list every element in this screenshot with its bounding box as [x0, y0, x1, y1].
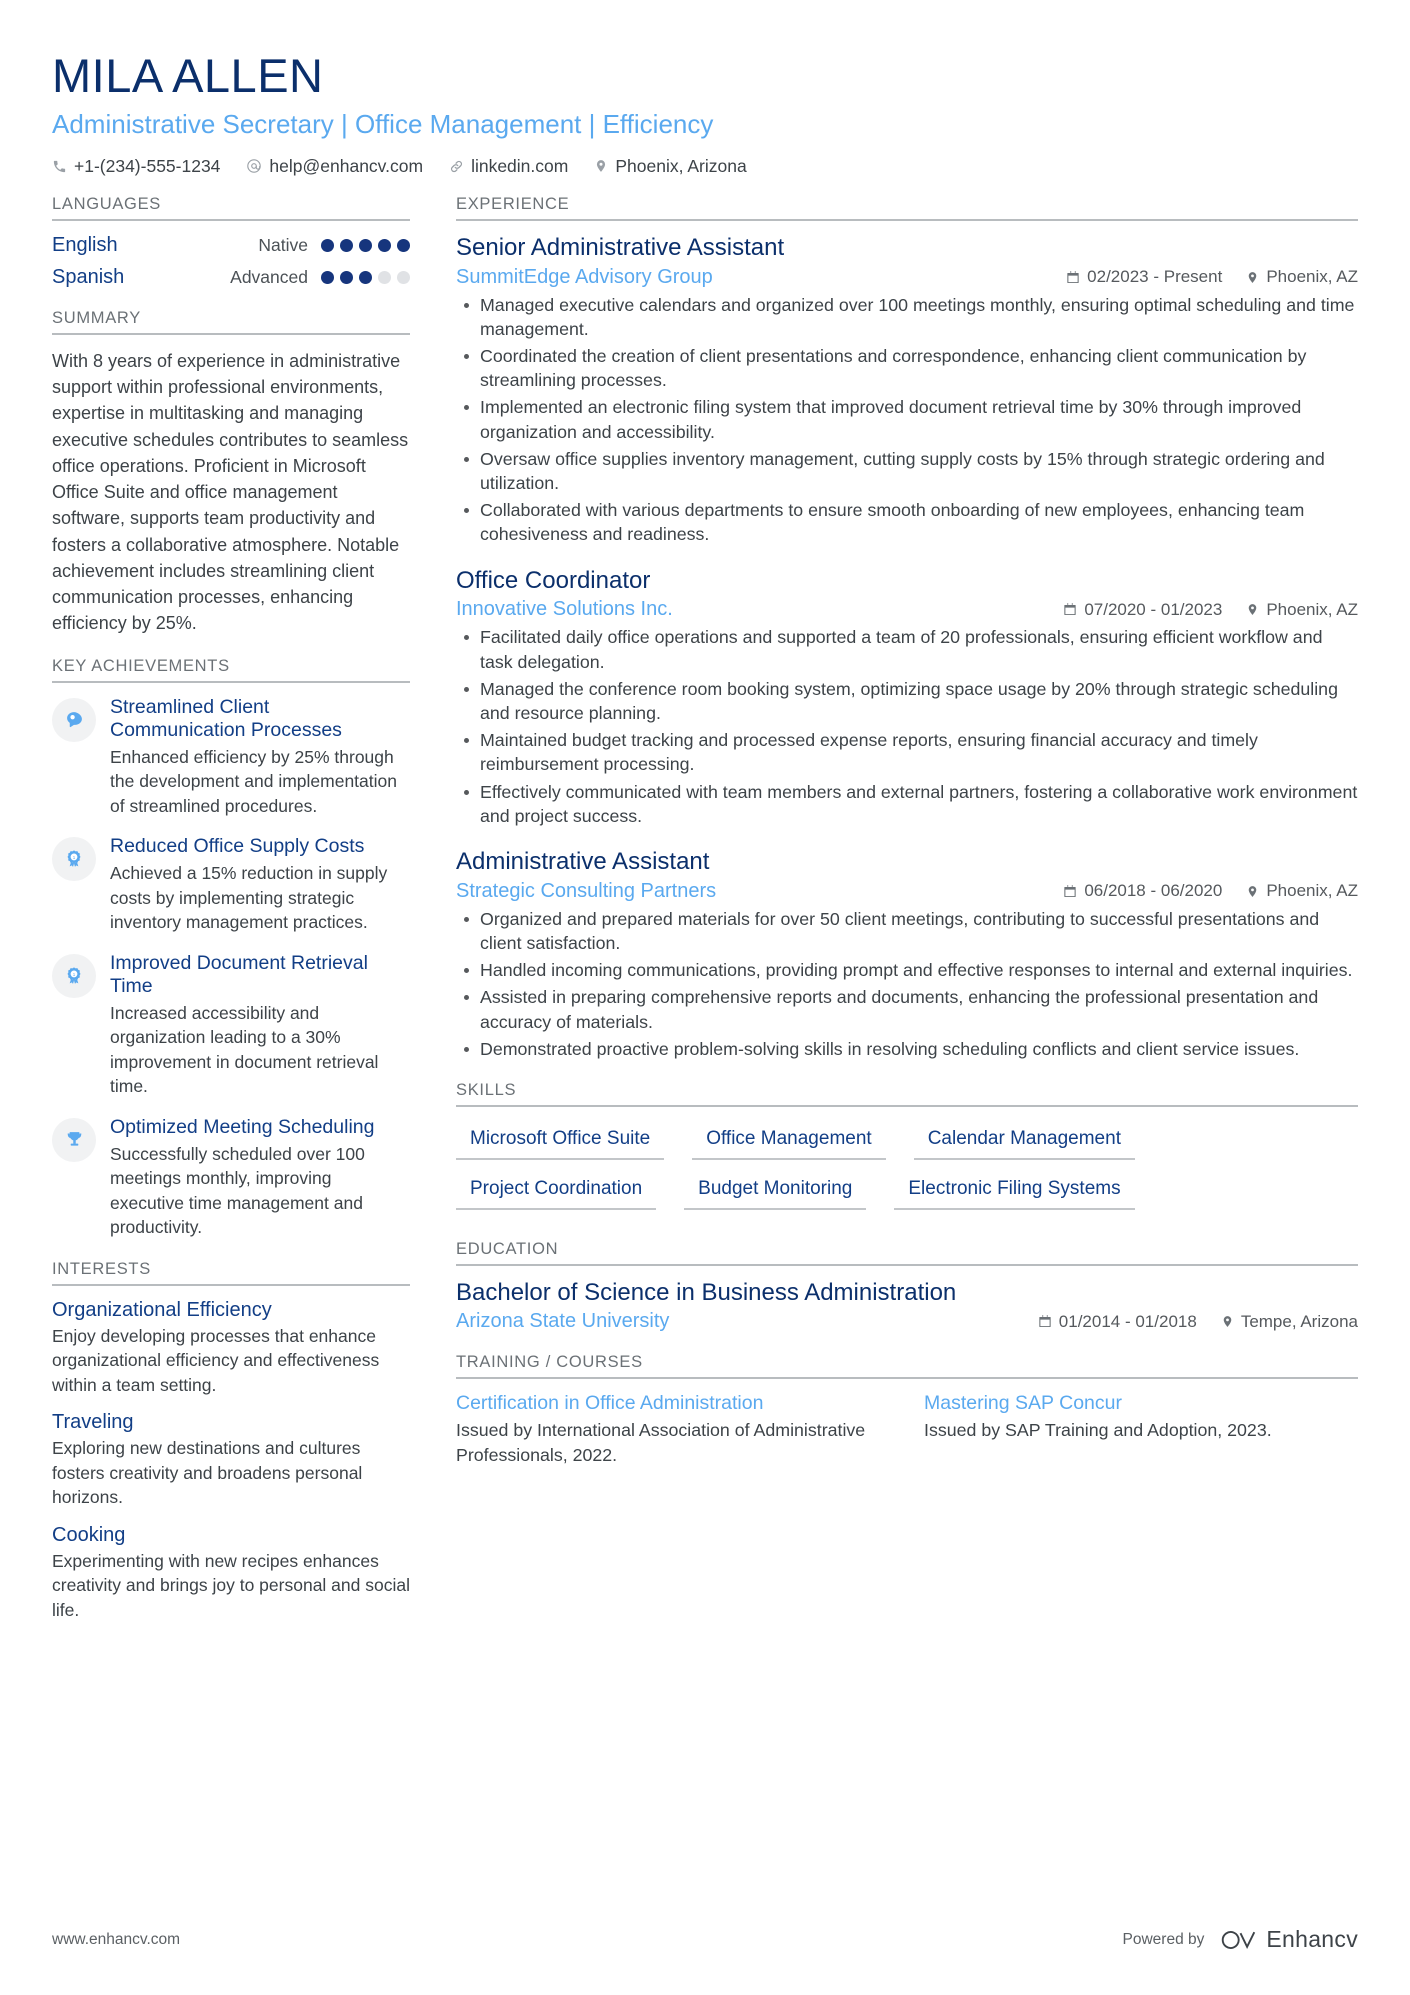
page-footer: [52, 1926, 1358, 1953]
training-item: [456, 1392, 890, 1468]
interest-title: Organizational Efficiency: [52, 1298, 272, 1321]
job-date-text: 07/2020 - 01/2023: [1084, 599, 1223, 619]
achievement-title: Streamlined Client Communication Processes: [110, 695, 342, 741]
contact-email[interactable]: [246, 156, 423, 177]
education-school[interactable]: Arizona State University: [456, 1310, 670, 1333]
section-title-training: TRAINING / COURSES: [456, 1353, 643, 1372]
language-item: [52, 234, 410, 257]
job-bullet: Facilitated daily office operations and supported a team of 20 professionals, ensuring efficient workflow and task delegation.: [456, 625, 1358, 673]
interest-description: Experimenting with new recipes enhances creativity and brings joy to personal and social life.: [52, 1550, 410, 1620]
footer-powered-by: [1123, 1926, 1358, 1953]
job-bullet: Managed the conference room booking system, optimizing space usage by 20% through strategic scheduling and resource planning.: [456, 677, 1358, 725]
achievement-description: Enhanced efficiency by 25% through the development and implementation of streamlined procedures.: [110, 746, 397, 816]
calendar-icon: [1038, 1314, 1052, 1329]
enhancv-logo: [1216, 1926, 1358, 1953]
job-meta: [456, 598, 1358, 621]
resume-header: [52, 50, 1358, 177]
skills-list: [456, 1120, 1358, 1220]
section-title-languages: LANGUAGES: [52, 194, 161, 213]
contact-email-text: help@enhancv.com: [269, 155, 424, 176]
job-bullet: Managed executive calendars and organized over 100 meetings monthly, ensuring optimal scheduling and time management.: [456, 293, 1358, 341]
footer-site-url[interactable]: www.enhancv.com: [52, 1930, 181, 1948]
location-pin-icon: [594, 158, 608, 174]
section-title-key-achievements: KEY ACHIEVEMENTS: [52, 656, 230, 675]
job-date: [1063, 600, 1222, 620]
section-divider: [456, 1264, 1358, 1266]
section-skills: [456, 1081, 1358, 1220]
interest-title: Traveling: [52, 1411, 134, 1434]
award-ribbon-icon: [52, 954, 96, 998]
contact-location: [594, 156, 746, 177]
contact-link[interactable]: [449, 156, 568, 177]
achievement-item: [52, 696, 410, 819]
section-divider: [456, 219, 1358, 221]
svg-text:1: 1: [72, 854, 76, 860]
job-meta: [456, 266, 1358, 289]
location-pin-icon: [1246, 270, 1259, 285]
training-list: [456, 1392, 1358, 1468]
enhancv-brand-name: Enhancv: [1266, 1926, 1358, 1952]
contact-location-text: Phoenix, Arizona: [615, 155, 747, 176]
language-name: English: [52, 233, 118, 256]
education-location-text: Tempe, Arizona: [1240, 1311, 1358, 1331]
interest-title: Cooking: [52, 1523, 126, 1546]
job-company[interactable]: SummitEdge Advisory Group: [456, 265, 713, 288]
language-level: Native: [258, 234, 308, 255]
section-key-achievements: [52, 657, 410, 1240]
job-bullet: Organized and prepared materials for over 50 client meetings, contributing to successful presentations and client satisfaction.: [456, 907, 1358, 955]
experience-item: [456, 848, 1358, 1061]
left-column: [52, 195, 410, 1642]
award-ribbon-icon: [52, 837, 96, 881]
section-experience: [456, 195, 1358, 1061]
right-column: [410, 195, 1358, 1488]
experience-item: [456, 567, 1358, 828]
experience-item: [456, 234, 1358, 547]
section-summary: [52, 309, 410, 637]
job-bullet: Demonstrated proactive problem-solving skills in resolving scheduling conflicts and client service issues.: [456, 1037, 1358, 1061]
skill-chip: Office Management: [692, 1120, 885, 1160]
job-date: [1063, 881, 1222, 901]
section-education: [456, 1240, 1358, 1333]
section-divider: [52, 681, 410, 683]
job-bullet: Effectively communicated with team members and external partners, fostering a collaborative work environment and project success.: [456, 780, 1358, 828]
section-interests: [52, 1260, 410, 1623]
job-location-text: Phoenix, AZ: [1266, 267, 1358, 287]
job-location-text: Phoenix, AZ: [1266, 881, 1358, 901]
achievement-description: Achieved a 15% reduction in supply costs by implementing strategic inventory management practices.: [110, 863, 388, 933]
language-rating-dots: [321, 271, 410, 284]
interest-description: Enjoy developing processes that enhance organizational efficiency and effectiveness within a team setting.: [52, 1325, 380, 1395]
achievement-title: Reduced Office Supply Costs: [110, 835, 365, 858]
section-title-skills: SKILLS: [456, 1081, 517, 1100]
calendar-icon: [1063, 884, 1077, 899]
job-location: [1246, 600, 1358, 620]
section-title-summary: SUMMARY: [52, 308, 141, 327]
section-divider: [52, 333, 410, 335]
language-level: Advanced: [230, 266, 308, 287]
training-description: Issued by International Association of Administrative Professionals, 2022.: [456, 1420, 866, 1466]
calendar-icon: [1063, 602, 1077, 617]
job-date-text: 02/2023 - Present: [1087, 267, 1223, 287]
training-title[interactable]: Certification in Office Administration: [456, 1392, 764, 1415]
skill-chip: Microsoft Office Suite: [456, 1120, 664, 1160]
interest-item: [52, 1524, 410, 1623]
education-meta: [456, 1310, 1358, 1333]
job-bullet: Assisted in preparing comprehensive reports and documents, enhancing the professional presentation and accuracy of materials.: [456, 985, 1358, 1033]
job-bullet-list: [456, 293, 1358, 547]
resume-body: [52, 195, 1358, 1642]
achievement-description: Successfully scheduled over 100 meetings monthly, improving executive time management and productivity.: [110, 1143, 365, 1238]
education-degree: Bachelor of Science in Business Administration: [456, 1279, 957, 1307]
education-date: [1038, 1312, 1197, 1332]
job-date-text: 06/2018 - 06/2020: [1084, 881, 1223, 901]
training-title[interactable]: Mastering SAP Concur: [924, 1392, 1122, 1415]
interest-item: [52, 1299, 410, 1398]
section-divider: [456, 1105, 1358, 1107]
job-bullet-list: [456, 625, 1358, 828]
skill-chip: Electronic Filing Systems: [894, 1170, 1134, 1210]
job-bullet: Oversaw office supplies inventory management, cutting supply costs by 15% through strategic ordering and utilization.: [456, 447, 1358, 495]
speech-bubble-icon: [52, 698, 96, 742]
training-description: Issued by SAP Training and Adoption, 2023.: [924, 1420, 1272, 1441]
job-bullet: Coordinated the creation of client presentations and correspondence, enhancing client communication by streamlining processes.: [456, 344, 1358, 392]
job-bullet: Collaborated with various departments to ensure smooth onboarding of new employees, enhancing team cohesiveness and readiness.: [456, 498, 1358, 546]
phone-icon: [52, 159, 67, 174]
job-location: [1246, 881, 1358, 901]
job-location-text: Phoenix, AZ: [1266, 599, 1358, 619]
headline-subtitle: Administrative Secretary | Office Management | Efficiency: [52, 108, 714, 139]
section-divider: [52, 1284, 410, 1286]
contact-row: [52, 156, 1358, 177]
location-pin-icon: [1246, 602, 1259, 617]
contact-phone-text: +1-(234)-555-1234: [74, 155, 221, 176]
job-company[interactable]: Strategic Consulting Partners: [456, 879, 717, 902]
section-divider: [456, 1377, 1358, 1379]
job-bullet: Maintained budget tracking and processed expense reports, ensuring financial accuracy and timely reimbursement processing.: [456, 728, 1358, 776]
skill-chip: Project Coordination: [456, 1170, 656, 1210]
language-item: [52, 266, 410, 289]
section-title-interests: INTERESTS: [52, 1259, 151, 1278]
section-languages: [52, 195, 410, 289]
job-title: Senior Administrative Assistant: [456, 233, 785, 261]
contact-link-text: linkedin.com: [471, 155, 569, 176]
trophy-icon: [52, 1118, 96, 1162]
skill-chip: Budget Monitoring: [684, 1170, 866, 1210]
page-title: MILA ALLEN: [52, 49, 324, 102]
education-date-text: 01/2014 - 01/2018: [1058, 1311, 1197, 1331]
achievement-item: [52, 952, 410, 1099]
achievement-item: [52, 1116, 410, 1240]
link-icon: [449, 159, 464, 174]
education-location: [1221, 1312, 1358, 1332]
job-meta: [456, 880, 1358, 903]
summary-text: With 8 years of experience in administrative support within professional environments, expertise in multitasking and managing executive schedules contributes to seamless office operations. Proficient in Microsoft Office Suite and office management software, supports team productivity and fosters a collaborative atmosphere. Notable achievement includes streamlining client communication processes, enhancing efficiency by 25%.: [52, 350, 409, 634]
contact-phone[interactable]: [52, 156, 220, 177]
footer-powered-label: Powered by: [1122, 1930, 1205, 1948]
achievement-description: Increased accessibility and organization leading to a 30% improvement in document retrieval time.: [110, 1002, 379, 1097]
job-bullet-list: [456, 907, 1358, 1061]
achievement-title: Improved Document Retrieval Time: [110, 951, 368, 997]
job-title: Office Coordinator: [456, 566, 651, 594]
svg-text:1: 1: [72, 971, 76, 977]
calendar-icon: [1066, 270, 1080, 285]
language-rating-dots: [321, 239, 410, 252]
skill-chip: Calendar Management: [914, 1120, 1135, 1160]
training-item: [924, 1392, 1358, 1468]
job-location: [1246, 267, 1358, 287]
email-icon: [246, 158, 262, 174]
job-date: [1066, 267, 1222, 287]
section-divider: [52, 219, 410, 221]
interest-item: [52, 1411, 410, 1510]
job-bullet: Implemented an electronic filing system that improved document retrieval time by 30% through improved organization and accessibility.: [456, 395, 1358, 443]
interest-description: Exploring new destinations and cultures fosters creativity and broadens personal horizons.: [52, 1438, 363, 1508]
location-pin-icon: [1246, 884, 1259, 899]
job-company[interactable]: Innovative Solutions Inc.: [456, 598, 673, 621]
location-pin-icon: [1221, 1314, 1234, 1329]
job-bullet: Handled incoming communications, providing prompt and effective responses to internal and external inquiries.: [456, 958, 1358, 982]
language-name: Spanish: [52, 265, 125, 288]
section-title-experience: EXPERIENCE: [456, 194, 570, 213]
job-title: Administrative Assistant: [456, 848, 710, 876]
education-item: [456, 1279, 1358, 1333]
achievement-title: Optimized Meeting Scheduling: [110, 1115, 375, 1138]
section-title-education: EDUCATION: [456, 1240, 559, 1259]
achievement-item: [52, 835, 410, 935]
section-training: [456, 1353, 1358, 1468]
